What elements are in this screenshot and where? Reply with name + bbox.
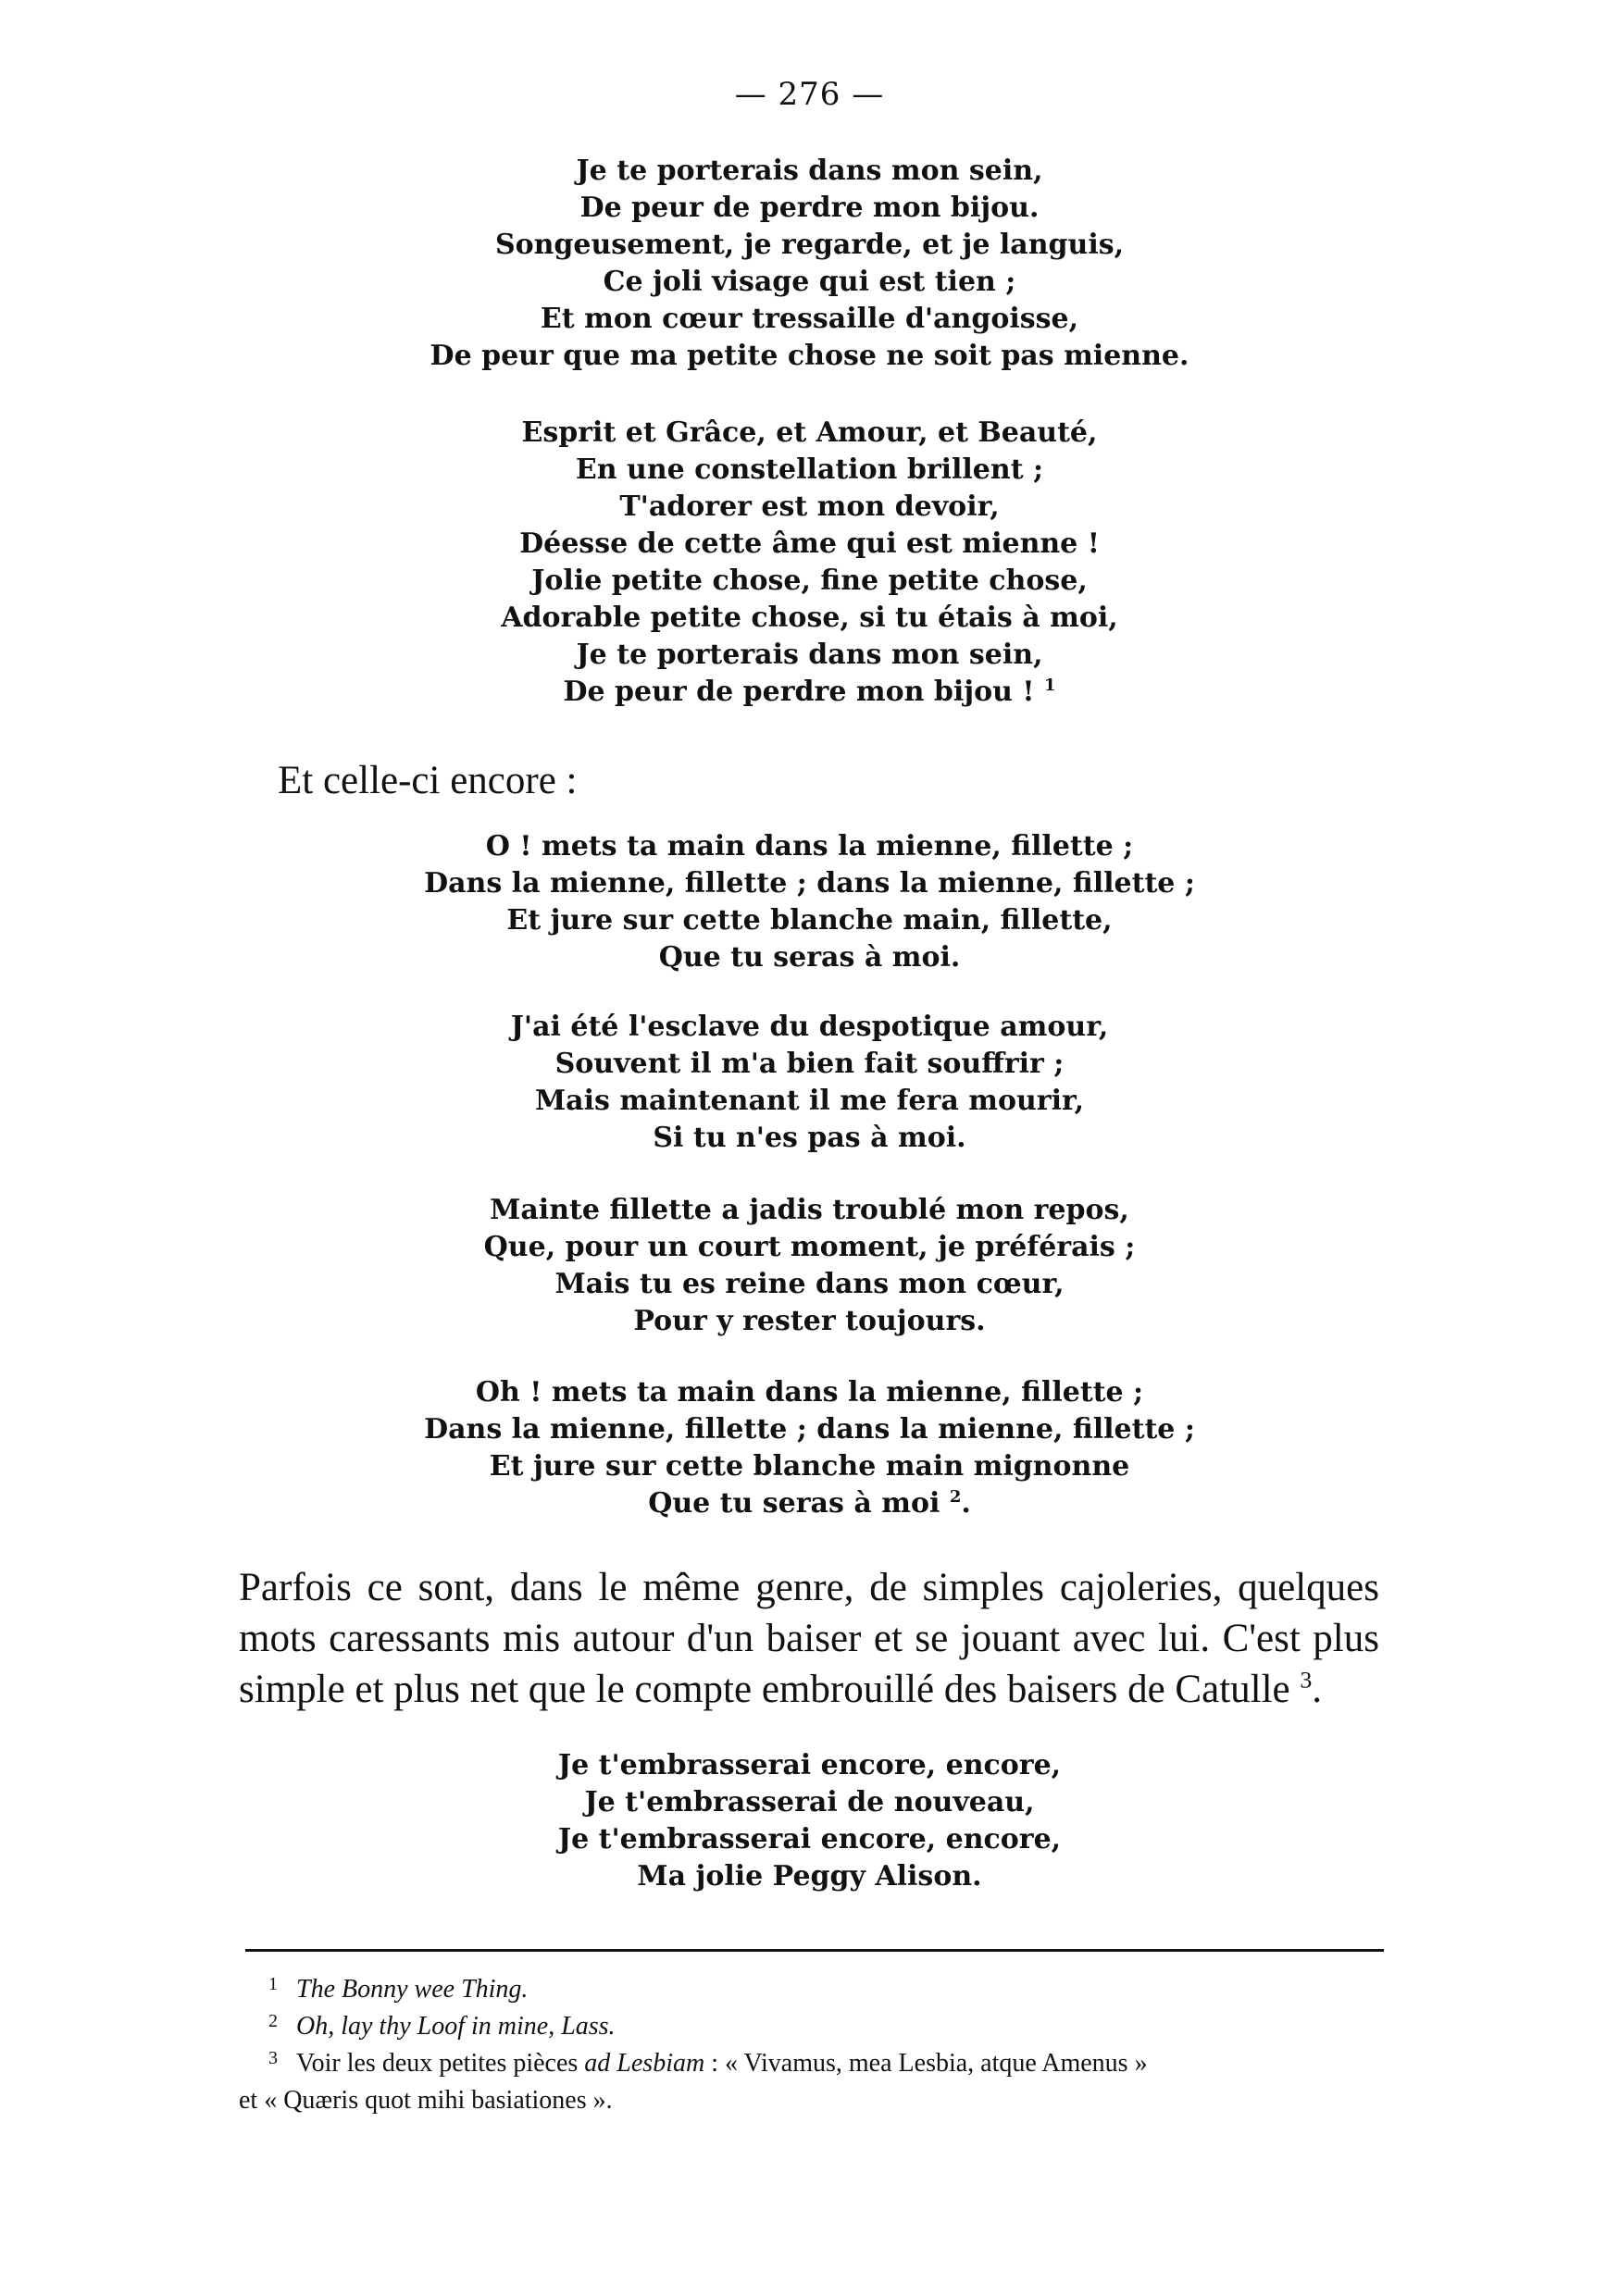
footnote-continuation [0,2082,1619,2119]
verse-line: Et mon cœur tressaille d'angoisse, [540,303,1079,335]
footnote-ref: 2 [949,1487,962,1508]
verse-line: Mais maintenant il me fera mourir, [534,1085,1085,1117]
verse-line: Si tu n'es pas à moi. [653,1122,966,1154]
verse-line: Je te porterais dans mon sein, [576,155,1043,187]
poem-stanza [0,1192,1619,1340]
verse-line: O ! mets ta main dans la mienne, fillette ; [485,830,1134,863]
poem-stanza [0,1374,1619,1522]
verse-line-end: . [961,1487,971,1520]
verse-line: Dans la mienne, fillette ; dans la mienne, fillette ; [424,1413,1195,1446]
verse-line: J'ai été l'esclave du despotique amour, [510,1011,1109,1043]
footnote-mark: 3 [268,2048,278,2068]
verse-line: Je t'embrasserai de nouveau, [584,1786,1035,1818]
verse-line [0,674,1619,711]
verse-line: Et jure sur cette blanche main mignonne [489,1450,1130,1483]
poem-stanza [0,828,1619,976]
verse-line: De peur que ma petite chose ne soit pas mienne. [430,340,1189,372]
verse-line: Que tu seras à moi. [658,941,961,974]
verse-line: Souvent il m'a bien fait souffrir ; [554,1048,1065,1080]
prose-line-end: . [1312,1668,1323,1711]
verse-line: Dans la mienne, fillette ; dans la mienne, fillette ; [424,867,1195,900]
footnote [0,2045,1619,2082]
prose-line-text: simple et plus net que le compte embrouillé des baisers de Catulle [239,1668,1290,1711]
poem-stanza [0,1009,1619,1157]
footnote [0,2008,1619,2045]
intro-text: Et celle-ci encore : [278,759,578,802]
verse-line: Ma jolie Peggy Alison. [637,1860,982,1893]
page-number: — 276 — [734,76,885,113]
footnote-mark: 2 [268,2011,278,2031]
verse-line: Mainte fillette a jadis troublé mon repos, [490,1194,1129,1226]
poem-stanza [0,1747,1619,1895]
poem-stanza [0,415,1619,711]
verse-line: Jolie petite chose, fine petite chose, [531,565,1088,597]
verse-line: T'adorer est mon devoir, [619,490,1000,523]
prose-line: Parfois ce sont, dans le même genre, de simples cajoleries, quelques [239,1566,1379,1609]
verse-line-text: Que tu seras à moi [648,1487,940,1520]
verse-line: De peur de perdre mon bijou. [579,192,1040,224]
footnote [0,1971,1619,2008]
footnote-mark: 1 [268,1974,278,1994]
verse-line: Déesse de cette âme qui est mienne ! [519,527,1100,560]
verse-line: Esprit et Grâce, et Amour, et Beauté, [521,416,1098,449]
poem-stanza [0,153,1619,375]
verse-line: Adorable petite chose, si tu étais à moi, [501,602,1118,634]
footnote-text: Oh, lay thy Loof in mine, Lass. [296,2012,616,2041]
footnote-text [296,2045,1148,2082]
verse-line: Je t'embrasserai encore, encore, [557,1823,1062,1855]
verse-line: Pour y rester toujours. [633,1305,986,1337]
footnote-ref: 3 [1300,1666,1313,1694]
footnote-ref: 1 [1043,676,1056,696]
verse-line: En une constellation brillent ; [575,453,1044,486]
verse-line: Oh ! mets ta main dans la mienne, fillette ; [475,1376,1144,1409]
footnote-separator [245,1949,1384,1952]
verse-line: Et jure sur cette blanche main, fillette, [506,904,1113,937]
prose-line: mots caressants mis autour d'un baiser et se jouant avec lui. C'est plus [239,1617,1379,1660]
verse-line: Ce joli visage qui est tien ; [603,266,1016,298]
verse-line: Mais tu es reine dans mon cœur, [554,1268,1065,1300]
footnote-text: The Bonny wee Thing. [296,1975,529,2004]
prose-paragraph [239,1562,1379,1715]
verse-line [0,1485,1619,1522]
footnote-text: et « Quæris quot mihi basiationes ». [239,2086,613,2115]
verse-line: Que, pour un court moment, je préférais ; [483,1231,1136,1263]
verse-line-text: De peur de perdre mon bijou ! [563,676,1035,708]
footnote-italic: ad Lesbiam [584,2049,705,2078]
verse-line: Songeusement, je regarde, et je languis, [494,229,1125,261]
footnote-text-part: Voir les deux petites pièces [296,2049,585,2078]
verse-line: Je te porterais dans mon sein, [576,639,1043,671]
prose-line [239,1664,1379,1715]
footnotes [0,1971,1619,2119]
verse-line: Je t'embrasserai encore, encore, [557,1749,1062,1781]
footnote-text-part: : « Vivamus, mea Lesbia, atque Amenus » [704,2049,1148,2078]
